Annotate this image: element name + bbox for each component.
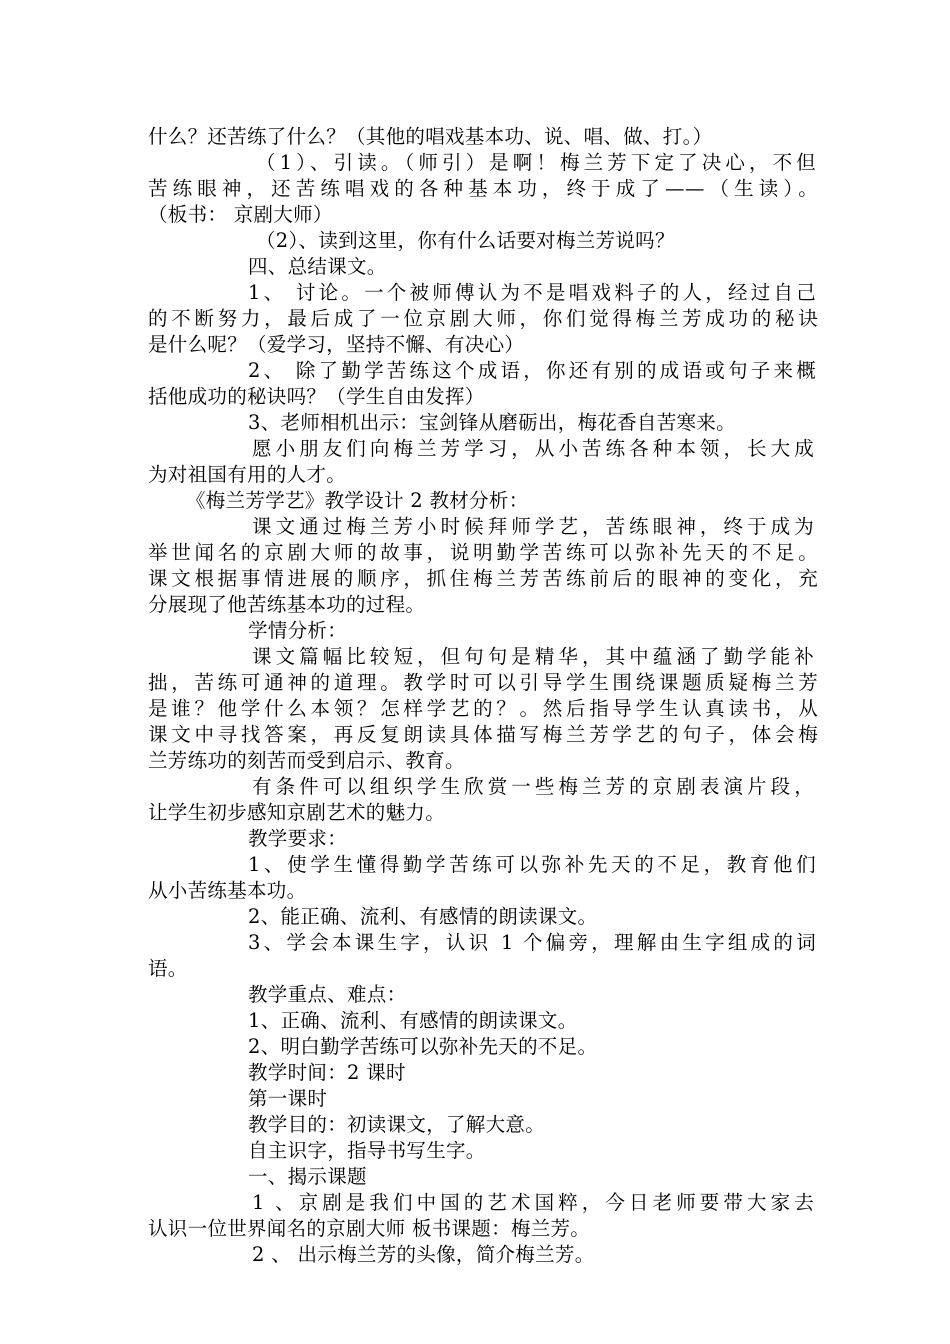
text-line: 《梅兰芳学艺》教学设计 2 教材分析： — [186, 489, 529, 512]
text-line: 3、老师相机出示：宝剑锋从磨砺出，梅花香自苦寒来。 — [248, 411, 736, 434]
text-line: 的不断努力，最后成了一位京剧大师，你们觉得梅兰芳成功的秘诀 — [148, 307, 818, 330]
text-line: 教学目的：初读课文，了解大意。 — [248, 1113, 546, 1136]
text-line: 举世闻名的京剧大师的故事，说明勤学苦练可以弥补先天的不足。 — [148, 541, 818, 564]
text-line: 四、总结课文。 — [248, 255, 387, 278]
text-line: 什么？还苦练了什么？（其他的唱戏基本功、说、唱、做、打。） — [148, 125, 713, 148]
text-line: 第一课时 — [248, 1087, 328, 1110]
text-line: （1）、引读。（师引）是啊！梅兰芳下定了决心，不但 — [256, 151, 816, 174]
text-line: 1、 讨论。一个被师傅认为不是唱戏料子的人，经过自己 — [248, 281, 816, 304]
text-line: 课文中寻找答案，再反复朗读具体描写梅兰芳学艺的句子，体会梅 — [148, 723, 818, 746]
text-line: 一、揭示课题 — [248, 1165, 367, 1188]
text-line: 是什么呢？（爱学习，坚持不懈、有决心） — [148, 333, 525, 356]
text-line: 1 、京剧是我们中国的艺术国粹，今日老师要带大家去 — [252, 1191, 814, 1214]
text-line: 2、能正确、流利、有感情的朗读课文。 — [248, 905, 598, 928]
text-line: 课文通过梅兰芳小时候拜师学艺，苦练眼神，终于成为 — [252, 515, 814, 538]
text-line: 有条件可以组织学生欣赏一些梅兰芳的京剧表演片段， — [252, 775, 814, 798]
text-line: 教学时间：2 课时 — [248, 1061, 406, 1084]
text-line: 1、正确、流利、有感情的朗读课文。 — [248, 1009, 578, 1032]
text-line: 认识一位世界闻名的京剧大师 板书课题：梅兰芳。 — [148, 1217, 591, 1240]
text-line: 从小苦练基本功。 — [148, 879, 307, 902]
text-line: 让学生初步感知京剧艺术的魅力。 — [148, 801, 446, 824]
text-line: 学情分析： — [248, 619, 348, 642]
text-line: 括他成功的秘诀吗？（学生自由发挥） — [148, 385, 485, 408]
text-line: 教学要求： — [248, 827, 348, 850]
text-line: 课文篇幅比较短，但句句是精华，其中蕴涵了勤学能补 — [252, 645, 814, 668]
text-line: 3、学会本课生字，认识 1 个偏旁，理解由生字组成的词 — [248, 931, 816, 954]
text-line: 1、使学生懂得勤学苦练可以弥补先天的不足，教育他们 — [248, 853, 816, 876]
text-line: 分展现了他苦练基本功的过程。 — [148, 593, 426, 616]
text-line: 苦练眼神，还苦练唱戏的各种基本功，终于成了——（生读）。 — [148, 177, 818, 200]
text-line: 拙，苦练可通神的道理。教学时可以引导学生围绕课题质疑梅兰芳 — [148, 671, 818, 694]
text-line: 2、明白勤学苦练可以弥补先天的不足。 — [248, 1035, 598, 1058]
text-line: （2）、读到这里，你有什么话要对梅兰芳说吗？ — [256, 229, 675, 252]
text-line: 2、 除了勤学苦练这个成语，你还有别的成语或句子来概 — [248, 359, 816, 382]
text-line: 自主识字，指导书写生字。 — [248, 1139, 486, 1162]
text-line: 教学重点、难点： — [248, 983, 407, 1006]
text-line: 为对祖国有用的人才。 — [148, 463, 347, 486]
text-line: 兰芳练功的刻苦而受到启示、教育。 — [148, 749, 465, 772]
text-line: 愿小朋友们向梅兰芳学习，从小苦练各种本领，长大成 — [252, 437, 814, 460]
text-line: 2 、 出示梅兰芳的头像，简介梅兰芳。 — [252, 1243, 595, 1266]
text-line: （板书： 京剧大师） — [148, 203, 333, 226]
text-line: 语。 — [148, 957, 188, 980]
text-line: 课文根据事情进展的顺序，抓住梅兰芳苦练前后的眼神的变化，充 — [148, 567, 818, 590]
text-line: 是谁？他学什么本领？怎样学艺的？。然后指导学生认真读书，从 — [148, 697, 818, 720]
